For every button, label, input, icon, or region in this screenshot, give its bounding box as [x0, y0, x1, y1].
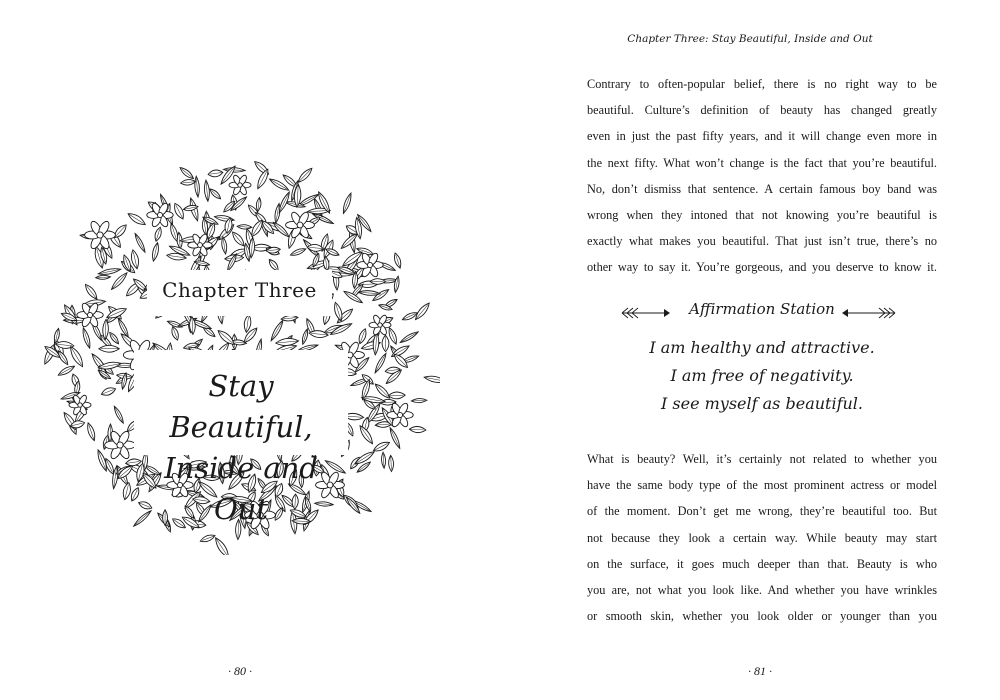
text-line: you are, not what you look like. And whether you have wrinkles — [587, 583, 937, 598]
text-line: No, don’t dismiss that sentence. A certain famous boy band was — [587, 181, 937, 196]
text-line: exactly what makes you beautiful. That just isn’t true, there’s no — [587, 234, 937, 249]
chapter-title — [134, 366, 348, 530]
page-number-right: · 81 · — [748, 664, 772, 678]
affirmation-heading-row — [587, 300, 937, 326]
running-head: Chapter Three: Stay Beautiful, Inside and Out — [627, 33, 873, 45]
chapter-title-line-2: Inside and Out — [164, 451, 318, 526]
text-line: on the surface, it goes much deeper than that. Beauty is who — [587, 556, 937, 571]
affirmation-heading: Affirmation Station — [689, 300, 835, 318]
affirmation-line-1: I am healthy and attractive. — [649, 338, 875, 357]
text-line: not because they look a certain way. While beauty may start — [587, 530, 937, 545]
text-line: wrong when they intoned that not knowing you’re beautiful is — [587, 208, 937, 223]
text-line: of the moment. Don’t get me wrong, they’re beautiful too. But — [587, 504, 937, 519]
body-paragraph-2 — [587, 446, 937, 629]
affirmation-line-2: I am free of negativity. — [670, 366, 854, 385]
text-line: What is beauty? Well, it’s certainly not related to whether you — [587, 452, 937, 466]
text-line: other way to say it. You’re gorgeous, and you deserve to know it. — [587, 260, 937, 275]
text-line: the next fifty. What won’t change is the fact that you’re beautiful. — [587, 155, 937, 170]
body-paragraph-1 — [587, 71, 937, 281]
chapter-title-line-1: Stay Beautiful, — [169, 369, 313, 444]
left-page — [0, 0, 480, 700]
chapter-label: Chapter Three — [162, 278, 317, 302]
text-line: or smooth skin, whether you look older or younger than you — [587, 609, 937, 624]
page-number-left: · 80 · — [228, 664, 252, 678]
text-line: have the same body type of the most prominent actress or model — [587, 478, 937, 493]
text-line: even in just the past fifty years, and it will change even more in — [587, 129, 937, 144]
arrow-left-icon — [842, 306, 897, 320]
text-line: Contrary to often-popular belief, there is no right way to be — [587, 77, 937, 91]
text-line: beautiful. Culture’s definition of beauty has changed greatly — [587, 103, 937, 118]
affirmation-line-3: I see myself as beautiful. — [660, 394, 864, 413]
